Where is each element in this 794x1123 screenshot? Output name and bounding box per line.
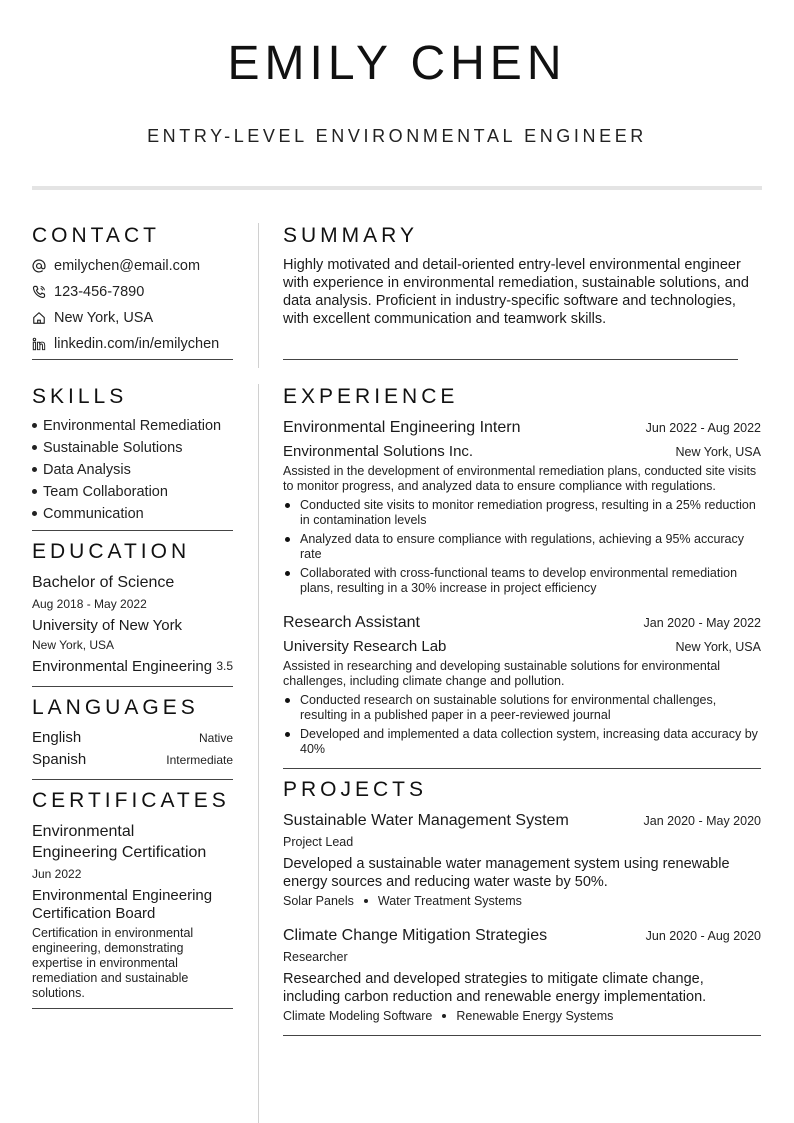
job-bullet: Conducted research on sustainable solutions for environmental challenges, resulting in a published paper in a peer-reviewed journal — [283, 693, 761, 723]
project-role: Researcher — [283, 950, 348, 964]
skills-heading: SKILLS — [32, 385, 128, 408]
project-description: Researched and developed strategies to mitigate climate change, including carbon reduction and renewable energy implementation. — [283, 971, 707, 1005]
project-tag: Water Treatment Systems — [377, 894, 522, 908]
languages-divider — [32, 779, 233, 780]
job-dates: Jun 2022 - Aug 2022 — [645, 421, 761, 435]
job-location: New York, USA — [675, 640, 761, 654]
certificate-date: Jun 2022 — [32, 867, 82, 881]
language-name: English — [32, 729, 82, 746]
languages-heading: LANGUAGES — [32, 696, 199, 719]
certificate-issuer-line1: Environmental Engineering — [32, 887, 213, 904]
project-tags — [283, 894, 522, 908]
certificate-name-line1: Environmental — [32, 823, 135, 840]
education-field: Environmental Engineering — [32, 658, 213, 675]
project-tag: Climate Modeling Software — [283, 1009, 433, 1023]
projects-divider — [283, 1035, 761, 1036]
project-tag: Solar Panels — [283, 894, 354, 908]
experience-divider — [283, 768, 761, 769]
header-divider — [32, 186, 762, 190]
education-gpa: 3.5 — [216, 659, 233, 673]
projects-heading: PROJECTS — [283, 778, 428, 801]
job-bullet: Collaborated with cross-functional teams to develop environmental remediation plans, resulting in a 30% increase in project efficiency — [283, 566, 761, 596]
education-location: New York, USA — [32, 638, 115, 652]
linkedin-icon — [32, 337, 46, 351]
certificates-divider — [32, 1008, 233, 1009]
job-dates: Jan 2020 - May 2022 — [643, 616, 761, 630]
project-role: Project Lead — [283, 835, 354, 849]
phone-icon — [32, 285, 46, 299]
job-title: Environmental Engineering Intern — [283, 419, 521, 436]
project-dates: Jun 2020 - Aug 2020 — [645, 929, 761, 943]
contact-email-text: emilychen@email.com — [54, 258, 201, 274]
education-school: University of New York — [32, 617, 183, 634]
certificate-description: Certification in environmental engineering, demonstrating expertise in environmental remediation and sustainable solutions. — [32, 926, 194, 1000]
education-dates: Aug 2018 - May 2022 — [32, 597, 147, 611]
skill-item: Communication — [32, 506, 144, 522]
contact-location — [32, 308, 153, 328]
contact-divider — [32, 359, 233, 360]
resume-header — [0, 0, 794, 192]
education-heading: EDUCATION — [32, 540, 191, 563]
job-bullet: Conducted site visits to monitor remediation progress, resulting in a 25% reduction in contamination levels — [283, 498, 761, 528]
project-tags — [283, 1009, 613, 1023]
job-description: Assisted in researching and developing sustainable solutions for environmental challenges, including climate change and pollution. — [283, 659, 721, 688]
project-title: Sustainable Water Management System — [283, 812, 569, 829]
language-name: Spanish — [32, 751, 87, 768]
job-company: Environmental Solutions Inc. — [283, 443, 474, 460]
certificate-name-line2: Engineering Certification — [32, 844, 207, 861]
certificates-heading: CERTIFICATES — [32, 789, 230, 812]
education-divider — [32, 686, 233, 687]
contact-heading: CONTACT — [32, 224, 160, 247]
contact-location-text: New York, USA — [54, 310, 154, 326]
column-divider-top — [258, 223, 259, 368]
job-location: New York, USA — [675, 445, 761, 459]
project-title: Climate Change Mitigation Strategies — [283, 927, 548, 944]
home-icon — [32, 311, 46, 325]
skill-item: Sustainable Solutions — [32, 440, 182, 456]
education-degree: Bachelor of Science — [32, 574, 175, 591]
contact-phone[interactable] — [32, 282, 144, 302]
language-level: Native — [198, 731, 233, 745]
contact-linkedin[interactable] — [32, 334, 219, 354]
skills-divider — [32, 530, 233, 531]
project-dates: Jan 2020 - May 2020 — [643, 814, 761, 828]
job-title: Research Assistant — [283, 614, 420, 631]
summary-heading: SUMMARY — [283, 224, 418, 247]
experience-heading: EXPERIENCE — [283, 385, 459, 408]
candidate-title: ENTRY-LEVEL ENVIRONMENTAL ENGINEER — [147, 126, 647, 146]
job-description: Assisted in the development of environmental remediation plans, conducted site visits to monitor progress, and analyzed data to ensure compliance with regulations. — [283, 464, 757, 493]
candidate-name: EMILY CHEN — [227, 37, 567, 90]
skill-item: Environmental Remediation — [32, 418, 221, 434]
language-level: Intermediate — [166, 753, 233, 767]
project-tag: Renewable Energy Systems — [456, 1009, 614, 1023]
contact-phone-text: 123-456-7890 — [54, 284, 145, 300]
contact-email[interactable] — [32, 256, 200, 276]
project-description: Developed a sustainable water management system using renewable energy sources and reducing water waste by 50%. — [283, 856, 730, 890]
summary-divider — [283, 359, 738, 360]
job-bullet: Analyzed data to ensure compliance with regulations, achieving a 95% accuracy rate — [283, 532, 761, 562]
summary-text: Highly motivated and detail-oriented entry-level environmental engineer with experience in environmental remediation, sustainable solutions, and data analysis. Proficient in industry-specific software and technologies, with excellent communication and teamwork skills. — [283, 257, 749, 327]
column-divider-main — [258, 384, 259, 1123]
job-bullet: Developed and implemented a data collection system, increasing data accuracy by 40% — [283, 727, 761, 757]
job-company: University Research Lab — [283, 638, 447, 655]
contact-linkedin-text: linkedin.com/in/emilychen — [54, 336, 220, 352]
skill-item: Team Collaboration — [32, 484, 168, 500]
at-sign-icon — [32, 259, 46, 273]
skill-item: Data Analysis — [32, 462, 131, 478]
certificate-issuer-line2: Certification Board — [32, 905, 156, 922]
